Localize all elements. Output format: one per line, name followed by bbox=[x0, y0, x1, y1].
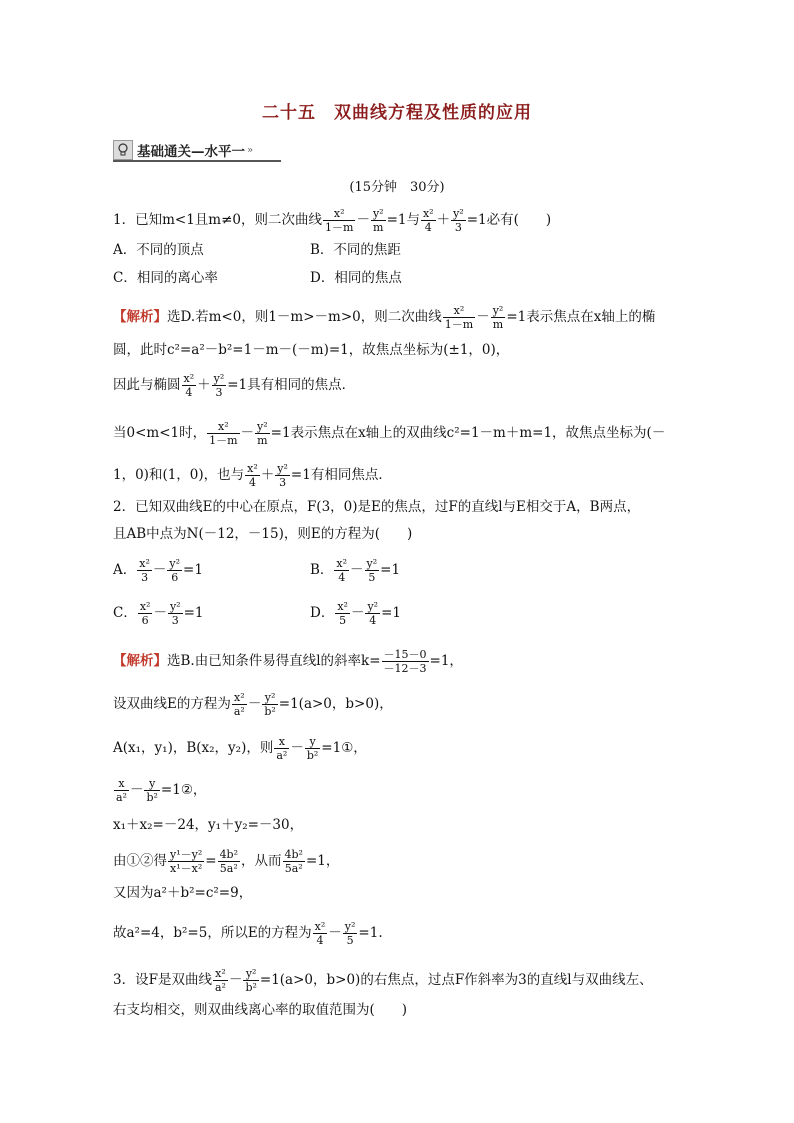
num: y² bbox=[243, 967, 258, 981]
fraction bbox=[168, 848, 204, 875]
den: 5a² bbox=[284, 862, 303, 875]
solution-tag: 【解析】 bbox=[113, 309, 167, 325]
num: x² bbox=[247, 462, 258, 475]
den: 4 bbox=[424, 221, 432, 234]
fraction bbox=[443, 304, 475, 331]
solution-2-line-3 bbox=[113, 735, 367, 762]
question-3-line-1 bbox=[113, 967, 653, 994]
option-d[interactable]: D． $\frac{\text{x²}}{5}$ － $\frac{\text{y²}}{4}$ =1 bbox=[310, 600, 401, 627]
fraction bbox=[232, 691, 247, 718]
fraction bbox=[323, 207, 355, 234]
den: 4 bbox=[369, 614, 377, 627]
num: y² bbox=[262, 691, 277, 705]
text: 选D.若m<0，则1－m>－m>0，则二次曲线 bbox=[167, 309, 442, 325]
title-topic: 双曲线方程及性质的应用 bbox=[334, 103, 532, 123]
fraction bbox=[365, 600, 380, 627]
den: 1－m bbox=[209, 434, 238, 447]
fraction bbox=[451, 207, 466, 234]
den: 1－m bbox=[325, 221, 354, 234]
op: － bbox=[247, 696, 262, 712]
op: － bbox=[350, 562, 364, 578]
option-b[interactable]: B．不同的焦距 bbox=[310, 242, 401, 258]
den: 3 bbox=[215, 386, 223, 399]
solution-2-line-5: x₁＋x₂=－24，y₁＋y₂=－30， bbox=[113, 817, 304, 833]
op: ＋ bbox=[436, 212, 451, 228]
num: 4b² bbox=[219, 848, 239, 861]
text: =1与 bbox=[386, 212, 420, 228]
text: 1．已知m<1且m≠0，则二次曲线 bbox=[113, 212, 322, 228]
num: y² bbox=[492, 304, 504, 317]
den: 3 bbox=[454, 221, 462, 234]
double-chevron-icon: » bbox=[247, 144, 254, 156]
solution-1-line-3 bbox=[113, 372, 355, 399]
num: y² bbox=[277, 462, 288, 475]
text: =1(a>0，b>0)， bbox=[278, 696, 393, 712]
num: x² bbox=[443, 304, 475, 318]
fraction bbox=[275, 462, 290, 489]
fraction bbox=[255, 420, 270, 447]
op: － bbox=[228, 972, 243, 988]
text: 故a²=4，b²=5，所以E的方程为 bbox=[113, 925, 312, 941]
den: 5 bbox=[346, 934, 354, 947]
fraction bbox=[245, 462, 260, 489]
fraction bbox=[213, 967, 228, 994]
num: x² bbox=[314, 920, 326, 933]
text: =1表示焦点在x轴上的椭 bbox=[506, 309, 656, 325]
den: b² bbox=[306, 749, 319, 762]
option-c[interactable]: C．相同的离心率 bbox=[113, 270, 218, 286]
den: b² bbox=[245, 981, 257, 994]
den: 3 bbox=[279, 476, 287, 489]
text: =1有相同焦点． bbox=[290, 467, 392, 483]
den: －12－3 bbox=[383, 662, 427, 675]
label: B． bbox=[310, 562, 334, 578]
solution-1-line-2: 圆，此时c²=a²－b²=1－m－(－m)=1，故焦点坐标为(±1，0)， bbox=[113, 342, 510, 358]
op: － bbox=[152, 562, 167, 578]
den: m bbox=[492, 318, 504, 331]
title-number: 二十五 bbox=[262, 103, 316, 123]
text: =1， bbox=[305, 853, 340, 869]
op: ＋ bbox=[197, 377, 211, 393]
den: 3 bbox=[171, 614, 179, 627]
den: b² bbox=[264, 705, 276, 718]
num: x² bbox=[139, 600, 151, 613]
num: y² bbox=[169, 600, 181, 613]
num: x² bbox=[207, 420, 239, 434]
num: x bbox=[274, 735, 289, 749]
den: 4 bbox=[248, 476, 256, 489]
num: x² bbox=[213, 967, 228, 981]
section-banner bbox=[113, 139, 253, 161]
fraction bbox=[371, 207, 386, 234]
text: 1，0)和(1，0)，也与 bbox=[113, 467, 245, 483]
option-c[interactable]: C． $\frac{\text{x²}}{6}$ － $\frac{\text{y²}}{3}$ =1 bbox=[113, 600, 204, 627]
section-label: 基础通关—水平一 bbox=[137, 144, 245, 160]
text: =1. bbox=[358, 925, 383, 941]
den: a² bbox=[116, 791, 127, 804]
num: y² bbox=[169, 557, 180, 570]
solution-2-line-6 bbox=[113, 848, 339, 875]
fraction bbox=[144, 777, 159, 804]
den: m bbox=[257, 434, 268, 447]
den: 5 bbox=[339, 614, 347, 627]
fraction bbox=[207, 420, 239, 447]
solution-1-line-5 bbox=[113, 462, 392, 489]
time-limit: (15分钟 30分) bbox=[349, 180, 445, 195]
num: y² bbox=[213, 372, 225, 385]
op: = bbox=[205, 853, 217, 869]
num: y² bbox=[453, 207, 464, 220]
op: = bbox=[183, 605, 195, 621]
solution-1-line-1 bbox=[113, 304, 655, 331]
den: x¹－x² bbox=[170, 862, 203, 875]
fraction bbox=[138, 600, 153, 627]
lightbulb-icon bbox=[113, 140, 133, 160]
text: =1， bbox=[429, 653, 463, 669]
option-a[interactable]: A． $\frac{\text{x²}}{3}$ － $\frac{\text{y²}}{6}$ =1 bbox=[113, 557, 203, 584]
num: y² bbox=[367, 600, 379, 613]
op: － bbox=[240, 425, 255, 441]
num: y¹－y² bbox=[170, 848, 203, 861]
label: A． bbox=[113, 562, 137, 578]
label: D． bbox=[310, 605, 335, 621]
fraction bbox=[313, 920, 328, 947]
num: x² bbox=[232, 691, 247, 705]
text: =1必有( ) bbox=[466, 212, 552, 228]
fraction bbox=[218, 848, 240, 875]
text: =1表示焦点在x轴上的双曲线c²=1－m＋m=1，故焦点坐标为(－ bbox=[270, 425, 666, 441]
option-b[interactable]: B． $\frac{\text{x²}}{4}$ － $\frac{\text{y²}}{5}$ =1 bbox=[310, 557, 401, 584]
solution-2-line-8 bbox=[113, 920, 383, 947]
num: x² bbox=[183, 372, 195, 385]
label: C． bbox=[113, 605, 137, 621]
question-1-stem bbox=[113, 207, 551, 234]
op: － bbox=[356, 212, 370, 228]
den: 6 bbox=[171, 571, 179, 584]
op: = bbox=[381, 605, 393, 621]
question-2-line-2: 且AB中点为N(－12，－15)，则E的方程为( ) bbox=[113, 526, 413, 542]
num: y bbox=[144, 777, 159, 791]
option-a[interactable]: A．不同的顶点 bbox=[113, 242, 204, 258]
num: y² bbox=[372, 207, 384, 220]
fraction bbox=[168, 600, 183, 627]
den: 3 bbox=[141, 571, 149, 584]
fraction bbox=[382, 648, 429, 675]
text: =1①， bbox=[321, 740, 367, 756]
fraction bbox=[182, 372, 197, 399]
text: =1②， bbox=[160, 782, 207, 798]
den: 1－m bbox=[444, 318, 474, 331]
den: a² bbox=[233, 705, 245, 718]
den: 4 bbox=[185, 386, 193, 399]
solution-1-line-4 bbox=[113, 420, 665, 447]
text: 由①②得 bbox=[113, 853, 167, 869]
fraction bbox=[274, 735, 289, 762]
num: x bbox=[114, 777, 129, 791]
fraction bbox=[137, 557, 152, 584]
den: b² bbox=[146, 791, 158, 804]
fraction bbox=[262, 691, 277, 718]
num: y² bbox=[257, 420, 268, 433]
op: － bbox=[328, 925, 342, 941]
fraction bbox=[491, 304, 506, 331]
op: = bbox=[380, 562, 392, 578]
num: 4b² bbox=[284, 848, 303, 861]
fraction bbox=[212, 372, 227, 399]
den: 5a² bbox=[219, 862, 238, 875]
num: y² bbox=[366, 557, 378, 570]
den: m bbox=[373, 221, 384, 234]
op: ＋ bbox=[260, 467, 275, 483]
text: A(x₁，y₁)，B(x₂，y₂)，则 bbox=[113, 740, 274, 756]
fraction bbox=[167, 557, 182, 584]
text: =1(a>0，b>0)的右焦点，过点F作斜率为3的直线l与双曲线左、 bbox=[259, 972, 653, 988]
num: y² bbox=[344, 920, 356, 933]
op: － bbox=[476, 309, 490, 325]
num: x² bbox=[139, 557, 150, 570]
num: y bbox=[305, 735, 320, 749]
op: － bbox=[290, 740, 304, 756]
num: x² bbox=[323, 207, 355, 221]
fraction bbox=[305, 735, 320, 762]
num: x² bbox=[337, 600, 348, 613]
den: 4 bbox=[316, 934, 324, 947]
num: x² bbox=[336, 557, 348, 570]
op: － bbox=[129, 782, 144, 798]
fraction bbox=[334, 557, 349, 584]
question-2-line-1: 2．已知双曲线E的中心在原点，F(3，0)是E的焦点，过F的直线l与E相交于A，B两点， bbox=[113, 499, 641, 515]
text: 选B.由已知条件易得直线l的斜率k= bbox=[167, 653, 381, 669]
fraction bbox=[365, 557, 380, 584]
fraction bbox=[243, 967, 258, 994]
fraction bbox=[343, 920, 358, 947]
fraction bbox=[114, 777, 129, 804]
fraction bbox=[335, 600, 350, 627]
page-title bbox=[0, 98, 794, 123]
num: x² bbox=[422, 207, 434, 220]
text: 设双曲线E的方程为 bbox=[113, 696, 231, 712]
den: 6 bbox=[141, 614, 149, 627]
solution-2-line-1 bbox=[113, 648, 463, 675]
den: a² bbox=[214, 981, 226, 994]
text: 3．设F是双曲线 bbox=[113, 972, 212, 988]
fraction bbox=[283, 848, 305, 875]
option-d[interactable]: D．相同的焦点 bbox=[310, 270, 402, 286]
den: 5 bbox=[368, 571, 376, 584]
fraction bbox=[421, 207, 436, 234]
question-3-line-2: 右支均相交，则双曲线离心率的取值范围为( ) bbox=[113, 1002, 408, 1018]
num: －15－0 bbox=[383, 648, 427, 661]
den: a² bbox=[276, 749, 288, 762]
text: 因此与椭圆 bbox=[113, 377, 181, 393]
banner-underline bbox=[113, 160, 281, 162]
solution-2-line-7: 又因为a²＋b²=c²=9， bbox=[113, 885, 253, 901]
op: = bbox=[183, 562, 195, 578]
text: 当0<m<1时， bbox=[113, 425, 207, 441]
den: 4 bbox=[338, 571, 346, 584]
op: － bbox=[153, 605, 167, 621]
text: ，从而 bbox=[241, 853, 282, 869]
text: =1具有相同的焦点． bbox=[227, 377, 356, 393]
solution-2-line-4 bbox=[113, 777, 206, 804]
solution-2-line-2 bbox=[113, 691, 393, 718]
solution-tag: 【解析】 bbox=[113, 653, 167, 669]
op: － bbox=[350, 605, 365, 621]
